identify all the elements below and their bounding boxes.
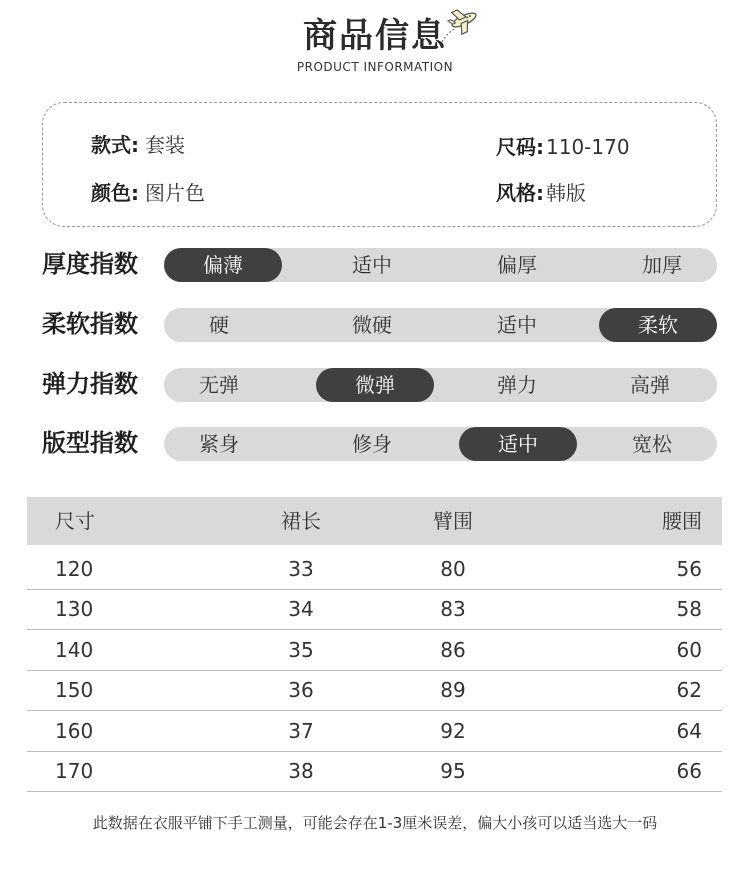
page-title: 商品信息 bbox=[303, 16, 447, 56]
table-cell: 92 bbox=[440, 719, 466, 743]
index-scale bbox=[164, 308, 717, 342]
table-row bbox=[27, 549, 722, 590]
table-header-cell: 臂围 bbox=[433, 509, 473, 533]
info-style-value: 套装 bbox=[145, 133, 185, 157]
measurement-note: 此数据在衣服平铺下手工测量，可能会存在1-3厘米误差，偏大小孩可以适当选大一码 bbox=[92, 814, 658, 832]
index-option: 偏厚 bbox=[497, 253, 537, 277]
table-cell: 130 bbox=[55, 597, 94, 621]
table-cell: 95 bbox=[440, 759, 466, 783]
table-cell: 58 bbox=[676, 597, 702, 621]
index-option: 加厚 bbox=[642, 253, 682, 277]
table-cell: 86 bbox=[440, 638, 466, 662]
info-size-label: 尺码: bbox=[496, 135, 544, 159]
table-row bbox=[27, 589, 722, 630]
index-label: 柔软指数 bbox=[42, 310, 138, 338]
index-row-elasticity bbox=[0, 366, 750, 406]
index-scale bbox=[164, 427, 717, 461]
table-cell: 38 bbox=[288, 759, 314, 783]
info-size bbox=[496, 131, 630, 160]
index-row-softness bbox=[0, 306, 750, 346]
info-style bbox=[91, 129, 185, 158]
table-row bbox=[27, 751, 722, 792]
table-cell: 56 bbox=[676, 557, 702, 581]
index-scale bbox=[164, 368, 717, 402]
index-label: 弹力指数 bbox=[42, 370, 138, 398]
info-box bbox=[42, 102, 717, 227]
info-fashion-value: 韩版 bbox=[546, 181, 586, 205]
table-cell: 160 bbox=[55, 719, 94, 743]
index-option: 弹力 bbox=[497, 373, 537, 397]
table-cell: 35 bbox=[288, 638, 314, 662]
table-cell: 170 bbox=[55, 759, 94, 783]
index-option-selected: 偏薄 bbox=[164, 248, 282, 282]
index-option-selected: 柔软 bbox=[599, 308, 717, 342]
table-header-cell: 裙长 bbox=[281, 509, 321, 533]
index-option: 硬 bbox=[209, 313, 229, 337]
table-cell: 120 bbox=[55, 557, 94, 581]
index-option: 适中 bbox=[497, 313, 537, 337]
table-cell: 37 bbox=[288, 719, 314, 743]
index-option: 高弹 bbox=[630, 373, 670, 397]
table-cell: 33 bbox=[288, 557, 314, 581]
index-option-selected: 适中 bbox=[459, 427, 577, 461]
index-option: 紧身 bbox=[199, 432, 239, 456]
info-color bbox=[91, 177, 205, 206]
index-option: 适中 bbox=[352, 253, 392, 277]
table-cell: 150 bbox=[55, 678, 94, 702]
info-color-label: 颜色: bbox=[91, 181, 139, 205]
page-subtitle: PRODUCT INFORMATION bbox=[296, 60, 454, 74]
index-scale bbox=[164, 248, 717, 282]
table-header-cell: 尺寸 bbox=[55, 509, 95, 533]
table-cell: 66 bbox=[676, 759, 702, 783]
index-label: 厚度指数 bbox=[42, 250, 138, 278]
table-header-cell: 腰围 bbox=[662, 509, 702, 533]
table-cell: 62 bbox=[676, 678, 702, 702]
info-fashion bbox=[496, 177, 586, 206]
table-cell: 36 bbox=[288, 678, 314, 702]
table-cell: 80 bbox=[440, 557, 466, 581]
index-option: 修身 bbox=[352, 432, 392, 456]
table-cell: 60 bbox=[676, 638, 702, 662]
table-cell: 34 bbox=[288, 597, 314, 621]
table-cell: 64 bbox=[676, 719, 702, 743]
info-color-value: 图片色 bbox=[145, 181, 205, 205]
info-style-label: 款式: bbox=[91, 133, 139, 157]
table-cell: 83 bbox=[440, 597, 466, 621]
table-cell: 89 bbox=[440, 678, 466, 702]
index-row-thickness bbox=[0, 246, 750, 286]
info-size-value: 110-170 bbox=[546, 135, 630, 159]
table-row bbox=[27, 711, 722, 752]
info-fashion-label: 风格: bbox=[496, 181, 544, 205]
airplane-icon bbox=[438, 2, 480, 50]
index-row-fit bbox=[0, 425, 750, 465]
size-table-header bbox=[27, 497, 722, 545]
table-row bbox=[27, 670, 722, 711]
table-row bbox=[27, 630, 722, 671]
index-option-selected: 微弹 bbox=[316, 368, 434, 402]
index-option: 无弹 bbox=[199, 373, 239, 397]
index-label: 版型指数 bbox=[42, 429, 138, 457]
table-cell: 140 bbox=[55, 638, 94, 662]
index-option: 宽松 bbox=[632, 432, 672, 456]
index-option: 微硬 bbox=[352, 313, 392, 337]
